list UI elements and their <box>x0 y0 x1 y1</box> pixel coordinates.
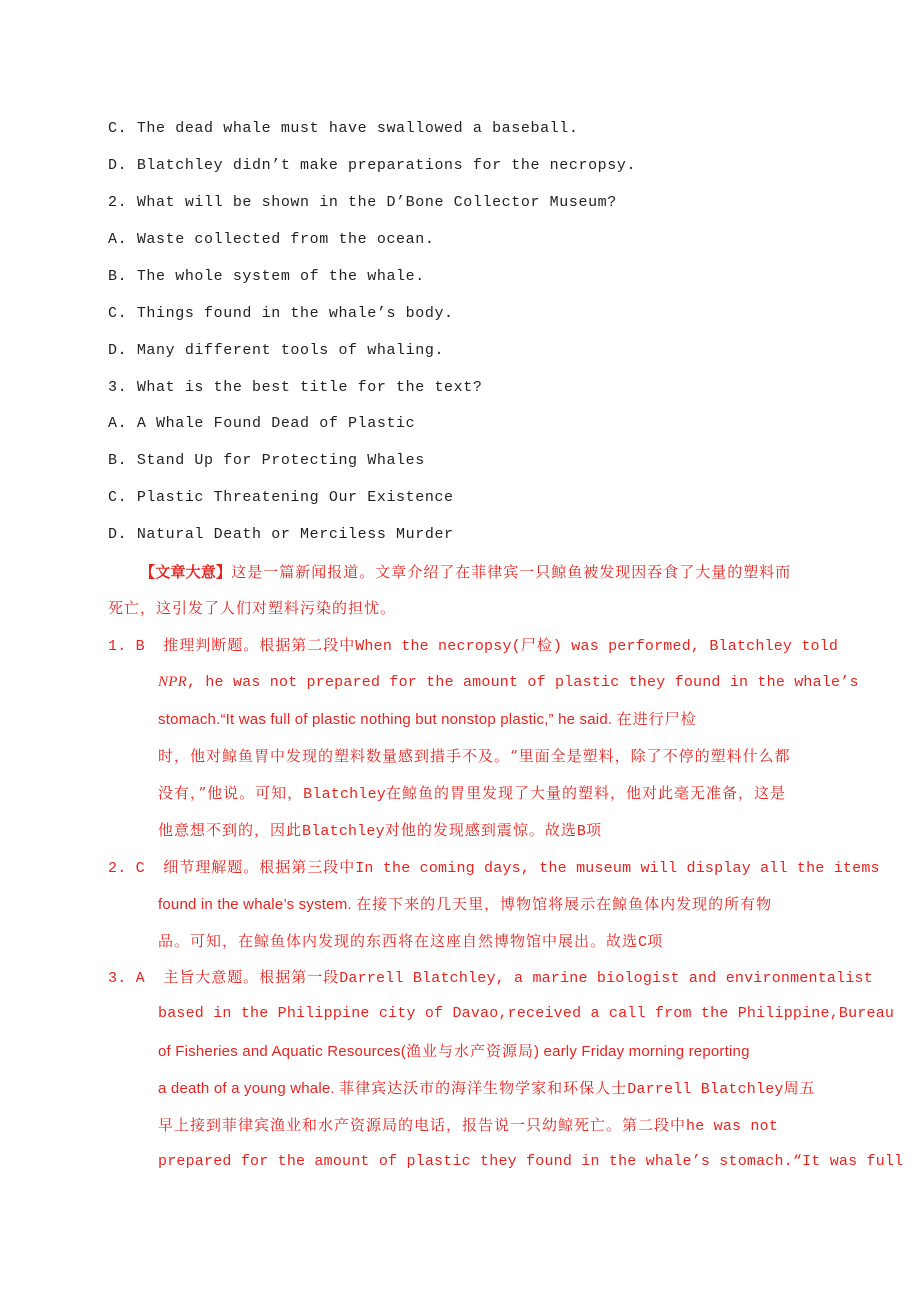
answer-text: C <box>638 934 648 951</box>
q2-prompt <box>108 193 617 213</box>
answer-text: 周五 <box>783 1079 816 1097</box>
q2-option-a <box>108 230 434 250</box>
answer-text: 项 <box>647 932 664 950</box>
answer-text: 品。可知，在鲸鱼体内发现的东西将在这座自然博物馆中展出。故选 <box>158 932 639 950</box>
answer-text: of Fisheries and Aquatic Resources( <box>158 1043 406 1060</box>
option-text: A Whale Found Dead of Plastic <box>136 415 416 432</box>
answer-text: NPR <box>158 674 187 690</box>
option-text: Many different tools of whaling. <box>136 342 445 359</box>
answer-3-line-1 <box>108 967 873 987</box>
answer-1-line-5 <box>158 783 786 803</box>
answer-3-line-5 <box>158 1115 778 1135</box>
answer-text: B <box>576 823 587 840</box>
answer-text: 尸检 <box>520 636 553 654</box>
question-number: 3. <box>108 379 128 396</box>
q1-option-d <box>108 156 636 176</box>
summary-line-1 <box>140 562 791 582</box>
answer-2-line-1 <box>108 857 880 877</box>
option-text: Blatchley didn’t make preparations for the necropsy. <box>136 157 637 174</box>
answer-3-line-3 <box>158 1041 750 1061</box>
answer-text: 主旨大意题。根据第一段 <box>163 968 340 986</box>
option-letter: A. <box>108 231 128 248</box>
question-text: What will be shown in the D’Bone Collector Museum? <box>136 194 617 211</box>
answer-3-line-6 <box>158 1152 903 1172</box>
answer-text: 早上接到菲律宾渔业和水产资源局的电话，报告说一只幼鲸死亡。第二段中 <box>158 1116 687 1134</box>
option-text: The dead whale must have swallowed a baseball. <box>136 120 579 137</box>
answer-1-line-4 <box>158 746 791 766</box>
answer-text: Blatchley <box>303 786 386 803</box>
answer-1-line-1 <box>108 635 838 655</box>
answer-text: a death of a young whale. <box>158 1080 340 1097</box>
question-number: 2. <box>108 194 128 211</box>
q1-option-c <box>108 119 578 139</box>
answer-text: 他意想不到的，因此 <box>158 821 303 839</box>
option-text: Stand Up for Protecting Whales <box>136 452 425 469</box>
q3-option-d <box>108 525 454 545</box>
option-letter: D. <box>108 157 128 174</box>
answer-text: When the necropsy( <box>355 638 521 655</box>
answer-key: 1. B <box>108 638 145 655</box>
answer-text: 在鲸鱼的胃里发现了大量的塑料，他对此毫无准备，这是 <box>386 784 787 802</box>
q2-option-c <box>108 304 454 324</box>
answer-1-line-6 <box>158 820 602 840</box>
q3-option-a <box>108 414 415 434</box>
option-letter: A. <box>108 415 128 432</box>
answer-text: 对他的发现感到震惊。故选 <box>384 821 577 839</box>
answer-text: 菲律宾达沃市的海洋生物学家和环保人士 <box>339 1079 628 1097</box>
answer-text: stomach.“It was full of plastic nothing but nonstop plastic,” he said. <box>158 711 617 728</box>
answer-key: 3. A <box>108 970 145 987</box>
answer-1-line-3 <box>158 709 697 729</box>
answer-key: 2. C <box>108 860 145 877</box>
q2-option-d <box>108 341 444 361</box>
q3-option-b <box>108 451 425 471</box>
answer-text: Blatchley <box>302 823 385 840</box>
answer-3-line-2 <box>158 1004 894 1024</box>
option-text: Waste collected from the ocean. <box>136 231 435 248</box>
summary-text: 死亡，这引发了人们对塑料污染的担忧。 <box>108 599 397 617</box>
answer-text: he was not <box>686 1118 779 1135</box>
answer-text: Darrell Blatchley <box>627 1081 784 1098</box>
answer-text: 没有，”他说。可知， <box>158 784 304 802</box>
answer-text: prepared for the amount of plastic they found in the whale’s stomach.“It was full <box>158 1153 904 1170</box>
answer-2-line-3 <box>158 931 663 951</box>
answer-3-line-4 <box>158 1078 816 1098</box>
option-text: Things found in the whale’s body. <box>136 305 454 322</box>
answer-1-line-2 <box>158 672 859 692</box>
q3-prompt <box>108 378 482 398</box>
answer-text: ) was performed, Blatchley told <box>552 638 839 655</box>
option-letter: C. <box>108 305 128 322</box>
question-text: What is the best title for the text? <box>136 379 483 396</box>
option-letter: B. <box>108 268 128 285</box>
option-letter: D. <box>108 342 128 359</box>
answer-text: ) early Friday morning reporting <box>533 1043 750 1060</box>
answer-text: , he was not prepared for the amount of plastic they found in the whale’s <box>186 674 859 691</box>
answer-text: 时，他对鲸鱼胃中发现的塑料数量感到措手不及。“里面全是塑料，除了不停的塑料什么都 <box>158 747 791 765</box>
answer-text: 细节理解题。根据第三段中 <box>163 858 356 876</box>
option-letter: C. <box>108 489 128 506</box>
answer-text: found in the whale’s system. <box>158 896 357 913</box>
summary-label: 【文章大意】 <box>140 563 232 581</box>
answer-2-line-2 <box>158 894 772 914</box>
answer-text: Darrell Blatchley, a marine biologist and environmentalist <box>339 970 873 987</box>
answer-text: 在接下来的几天里，博物馆将展示在鲸鱼体内发现的所有物 <box>356 895 773 913</box>
summary-text: 这是一篇新闻报道。文章介绍了在菲律宾一只鲸鱼被发现因吞食了大量的塑料而 <box>231 563 792 581</box>
option-text: The whole system of the whale. <box>136 268 425 285</box>
option-letter: D. <box>108 526 128 543</box>
option-letter: B. <box>108 452 128 469</box>
answer-text: 在进行尸检 <box>616 710 697 728</box>
option-text: Natural Death or Merciless Murder <box>136 526 454 543</box>
summary-line-2 <box>108 598 396 618</box>
answer-text: In the coming days, the museum will display all the items <box>355 860 880 877</box>
option-text: Plastic Threatening Our Existence <box>136 489 454 506</box>
option-letter: C. <box>108 120 128 137</box>
q3-option-c <box>108 488 454 508</box>
answer-text: 渔业与水产资源局 <box>405 1042 534 1060</box>
answer-text: 推理判断题。根据第二段中 <box>163 636 356 654</box>
q2-option-b <box>108 267 425 287</box>
answer-text: based in the Philippine city of Davao,received a call from the Philippine,Bureau <box>158 1005 895 1022</box>
answer-text: 项 <box>586 821 603 839</box>
